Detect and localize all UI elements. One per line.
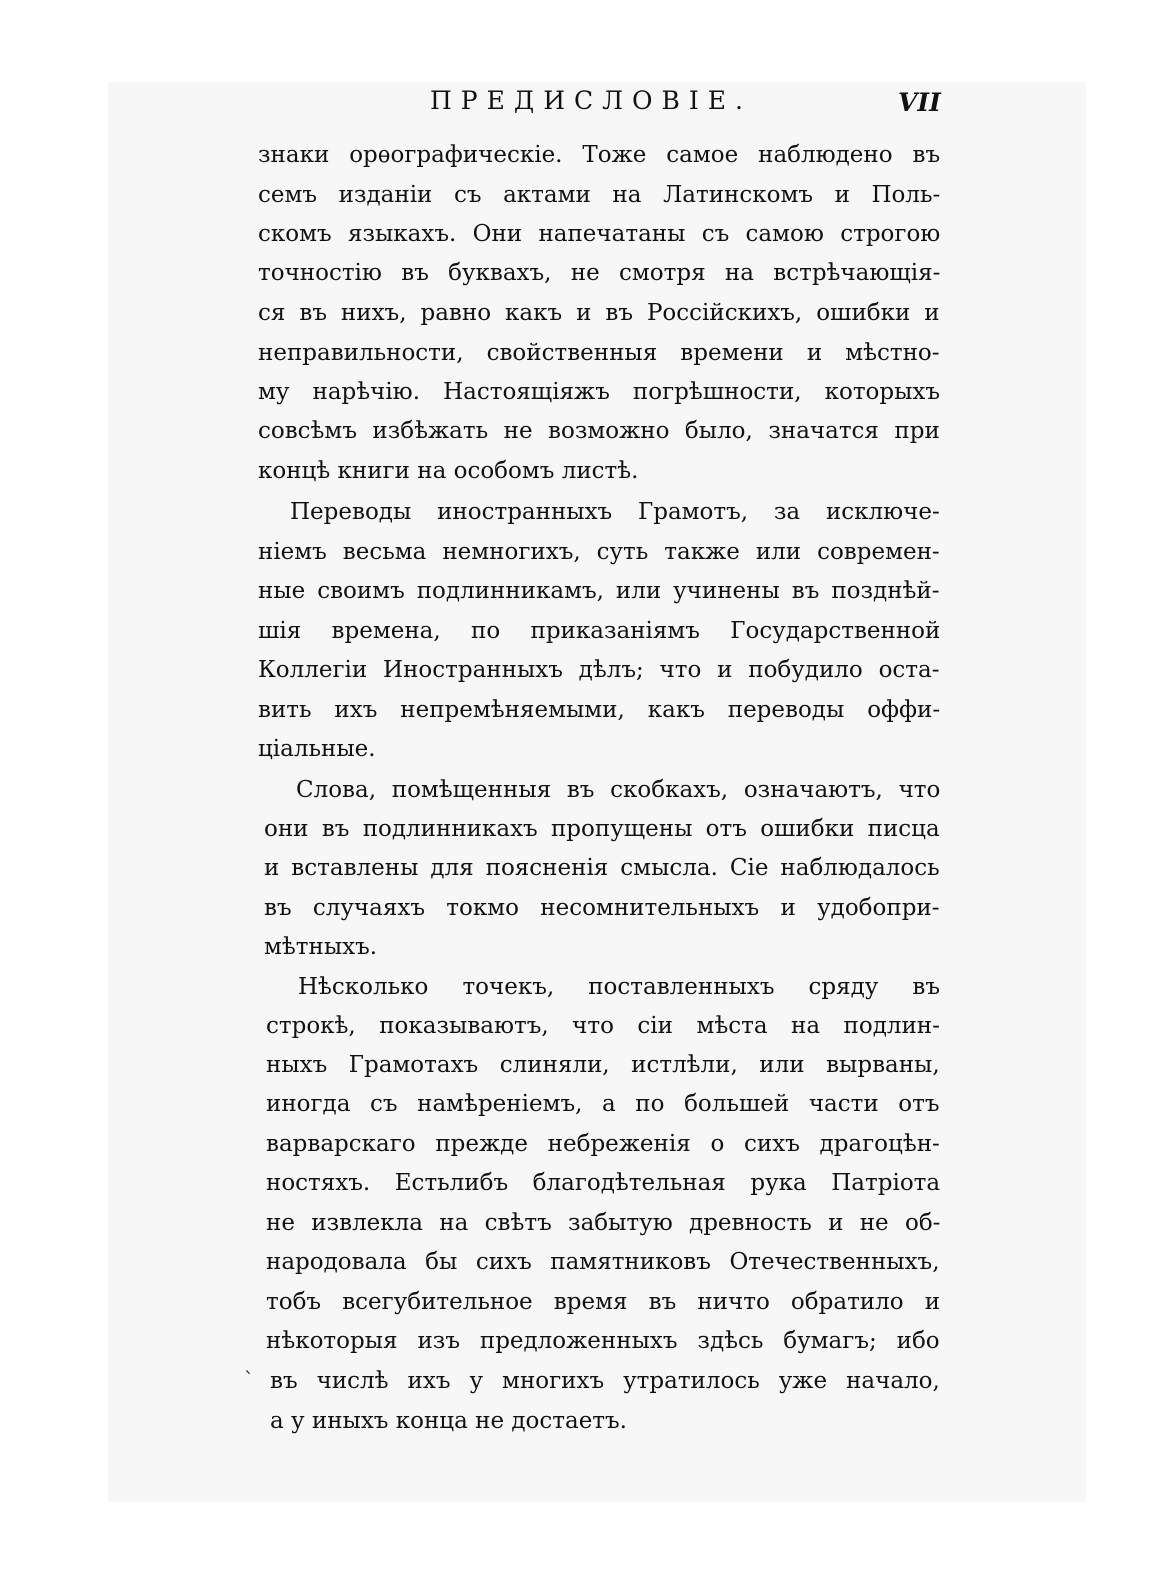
text-line: Нѣсколько точекъ, поставленныхъ сряду въ: [298, 974, 940, 1000]
stray-ink-mark: ˋ: [244, 1367, 254, 1391]
text-line: не извлекла на свѣтъ забытую древность и не об-: [266, 1210, 941, 1236]
text-line: ные своимъ подлинникамъ, или учинены въ позднѣй-: [258, 578, 940, 604]
text-line: точностію въ буквахъ, не смотря на встрѣчающія-: [258, 260, 941, 286]
text-line: ся въ нихъ, равно какъ и въ Россійскихъ, ошибки и: [258, 300, 940, 326]
page-number: VII: [898, 88, 941, 117]
text-line: Коллегіи Иностранныхъ дѣлъ; что и побудило оста-: [258, 657, 940, 683]
text-line: они въ подлинникахъ пропущены отъ ошибки писца: [264, 816, 940, 842]
text-line: совсѣмъ избѣжать не возможно было, значатся при: [258, 418, 940, 444]
text-line: скомъ языкахъ. Они напечатаны съ самою строгою: [258, 221, 941, 247]
text-line: строкѣ, показываютъ, что сіи мѣста на подлин-: [266, 1013, 940, 1039]
text-line: Слова, помѣщенныя въ скобкахъ, означаютъ, что: [296, 777, 941, 803]
text-line: въ числѣ ихъ у многихъ утратилось уже начало,: [270, 1368, 940, 1394]
text-line: му нарѣчію. Настоящіяжъ погрѣшности, которыхъ: [258, 379, 941, 405]
text-line: тобъ всегубительное время въ ничто обратило и: [266, 1289, 941, 1315]
text-line: ціальные.: [258, 736, 376, 762]
text-line: шія времена, по приказаніямъ Государственной: [258, 618, 941, 644]
text-line: иногда съ намѣреніемъ, а по большей части отъ: [266, 1091, 940, 1117]
text-line: Переводы иностранныхъ Грамотъ, за исключе-: [290, 499, 940, 525]
text-line: варварскаго прежде небреженія о сихъ драгоцѣн-: [266, 1131, 940, 1157]
text-line: ніемъ весьма немногихъ, суть также или современ-: [258, 539, 940, 565]
text-line: нѣкоторыя изъ предложенныхъ здѣсь бумагъ; ибо: [266, 1328, 940, 1354]
running-header: ПРЕДИСЛОВІЕ.: [430, 86, 752, 115]
text-line: и вставлены для поясненія смысла. Сіе наблюдалось: [264, 855, 940, 881]
text-line: концѣ книги на особомъ листѣ.: [258, 458, 639, 484]
text-line: а у иныхъ конца не достаетъ.: [270, 1408, 627, 1434]
text-line: въ случаяхъ токмо несомнительныхъ и удобопри-: [264, 895, 940, 921]
text-line: неправильности, свойственныя времени и мѣстно-: [258, 340, 940, 366]
text-line: ныхъ Грамотахъ слиняли, истлѣли, или вырваны,: [266, 1052, 940, 1078]
text-line: вить ихъ непремѣняемыми, какъ переводы оффи-: [258, 697, 941, 723]
text-line: семъ изданіи съ актами на Латинскомъ и Поль-: [258, 182, 941, 208]
text-line: народовала бы сихъ памятниковъ Отечественныхъ,: [266, 1249, 940, 1275]
text-line: мѣтныхъ.: [264, 934, 378, 960]
text-line: ностяхъ. Естьлибъ благодѣтельная рука Патріота: [266, 1170, 941, 1196]
text-line: знаки орѳографическіе. Тоже самое наблюдено въ: [258, 142, 941, 168]
